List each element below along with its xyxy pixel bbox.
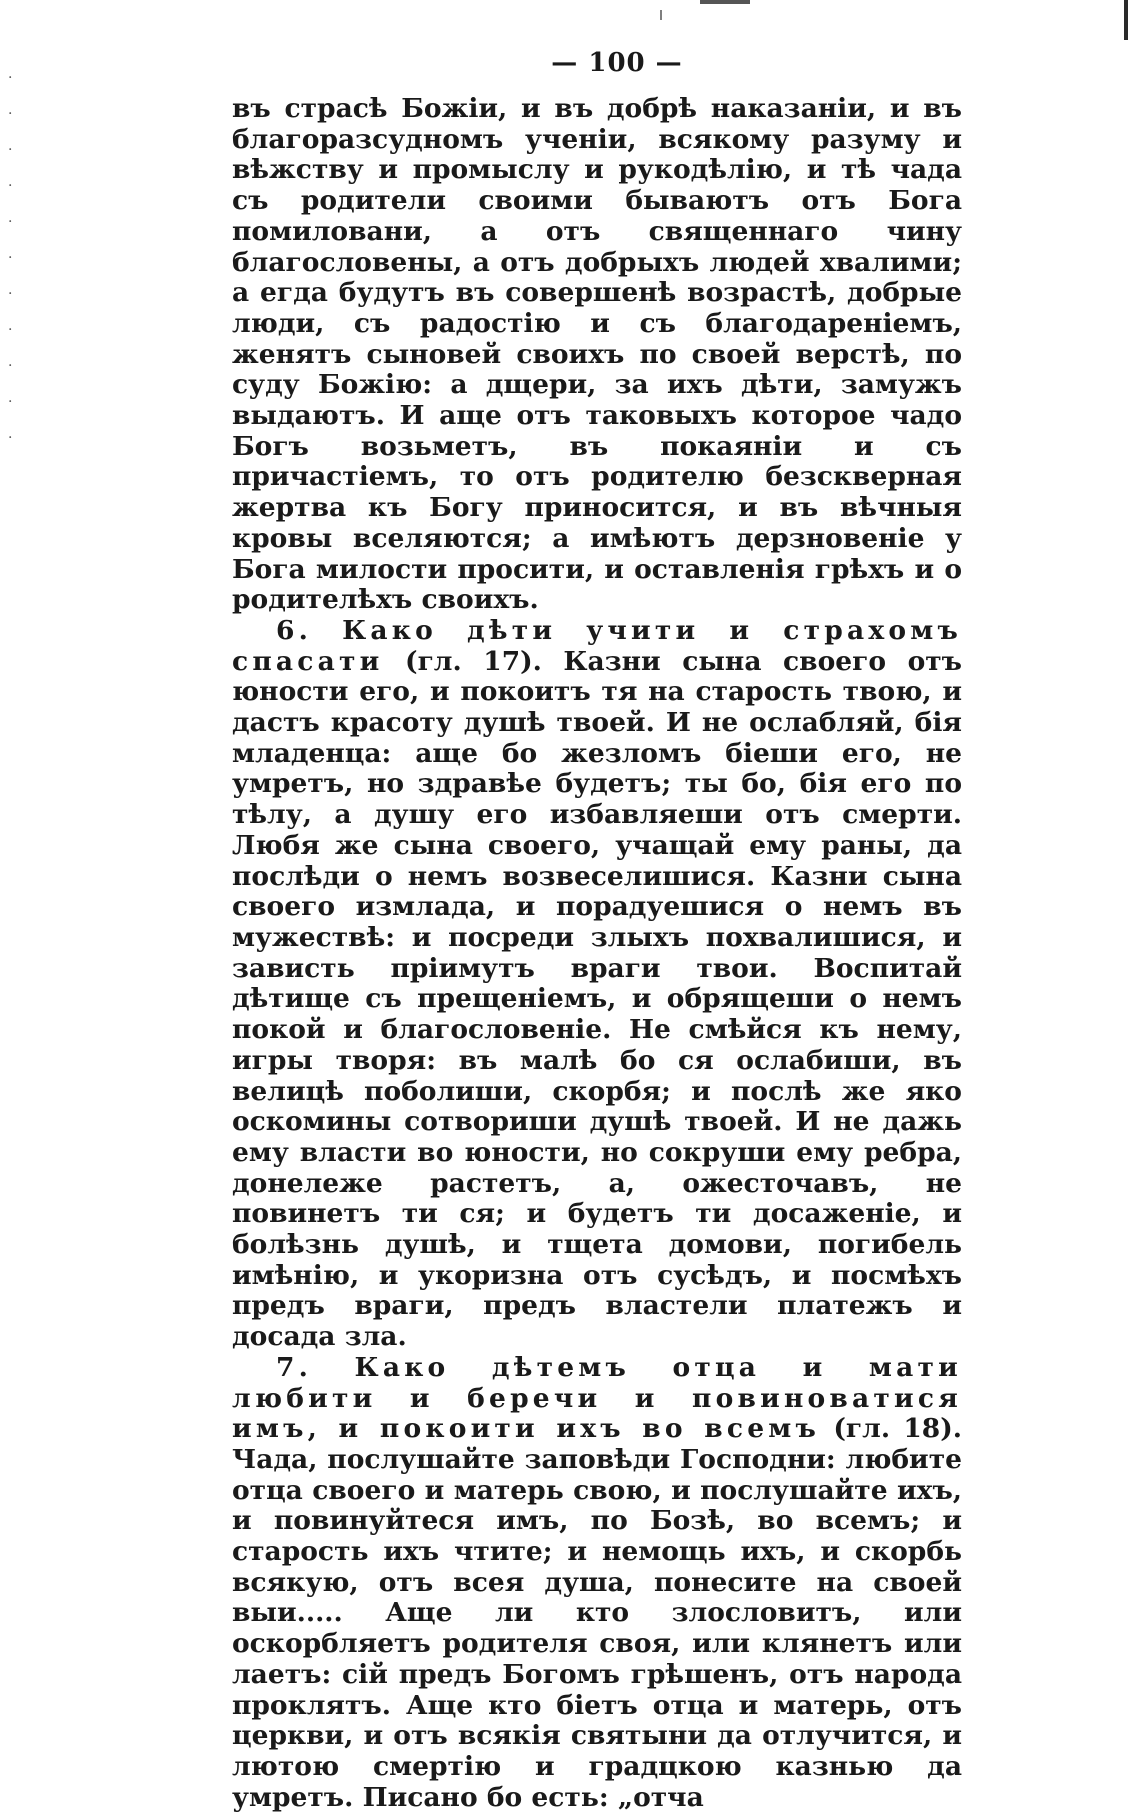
scan-left-specks: · · · · · · · · · · ·	[8, 70, 13, 446]
paragraph-body: въ страсѣ Божiи, и въ добрѣ наказанiи, и въ благоразсудномъ ученiи, всякому разуму и вѣжству и промыслу и рукодѣлiю, и тѣ чада съ родители своими бываютъ отъ Бога помиловани, а отъ священнаго чину благословены, а отъ добрыхъ людей хвалими; а егда будутъ въ совершенѣ возрастѣ, добрые люди, съ радостiю и съ благодаренiемъ, женятъ сыновей своихъ по своей верстѣ, по суду Божiю: а дщери, за ихъ дѣти, замужъ выдаютъ. И аще отъ таковыхъ которое чадо Богъ возьметъ, въ покаянiи и съ причастiемъ, то отъ родителю безскверная жертва къ Богу приносится, и въ вѣчныя кровы вселяются; а имѣютъ дерзновенiе у Бога милости просити, и оставленiя грѣхъ и о родителѣхъ своихъ.	[232, 93, 962, 616]
paragraph-continuation	[232, 94, 962, 616]
paragraph-body: (гл. 17). Казни сына своего отъ юности его, и покоитъ тя на старость твою, и дастъ красоту душѣ твоей. И не ослабляй, бiя младенца: аще бо жезломъ бiеши его, не умретъ, но здравѣе будетъ; ты бо, бiя его по тѣлу, а душу его избавляеши отъ смерти. Любя же сына своего, учащай ему раны, да послѣди о немъ возвеселишися. Казни сына своего измлада, и порадуешися о немъ въ мужествѣ: и посреди злыхъ похвалишися, и зависть прiимутъ враги твои. Воспитай дѣтище съ прещенiемъ, и обрящеши о немъ покой и благословенiе. Не смѣйся къ нему, игры творя: въ малѣ бо ся ослабиши, въ велицѣ поболиши, скорбя; и послѣ же яко оскомины сотвориши душѣ твоей. И не дажь ему власти во юности, но сокруши ему ребра, донележе растетъ, а, ожесточавъ, не повинетъ ти ся; и будетъ ти досаженiе, и болѣзнь душѣ, и тщета домови, погибель имѣнiю, и укоризна отъ сусѣдъ, и посмѣхъ предъ враги, предъ властели платежъ и досада зла.	[232, 645, 962, 1353]
page-text	[232, 94, 962, 1813]
paragraph-section-6	[232, 616, 962, 1353]
paragraph-section-7	[232, 1353, 962, 1813]
scan-top-mark	[700, 0, 750, 4]
scan-top-speck	[660, 10, 662, 20]
page-number: — 100 —	[551, 48, 683, 78]
scan-edge-mark	[1124, 0, 1128, 40]
paragraph-body: (гл. 18). Чада, послушайте заповѣди Господни: любите отца своего и матерь свою, и послушайте ихъ, и повинуйтеся имъ, по Бозѣ, во всемъ; и старость ихъ чтите; и немощь ихъ, и скорбь всякую, отъ всея душа, понесите на своей выи..... Аще ли кто злословитъ, или оскорбляетъ родителя своя, или клянетъ или лаетъ: сiй предъ Богомъ грѣшенъ, отъ народа проклятъ. Аще кто бiетъ отца и матерь, отъ церкви, и отъ всякiя святыни да отлучится, и лютою смертiю и градцкою казнью да умретъ. Писано бо есть: „отча	[232, 1413, 963, 1813]
section-heading-6: 6. Како дѣти учити и страхомъ спасати	[232, 614, 962, 677]
section-heading-7: 7. Како дѣтемъ отца и мати любити и беречи и повиноватися имъ, и покоити ихъ во всемъ	[232, 1351, 962, 1445]
document-page	[232, 48, 962, 1813]
